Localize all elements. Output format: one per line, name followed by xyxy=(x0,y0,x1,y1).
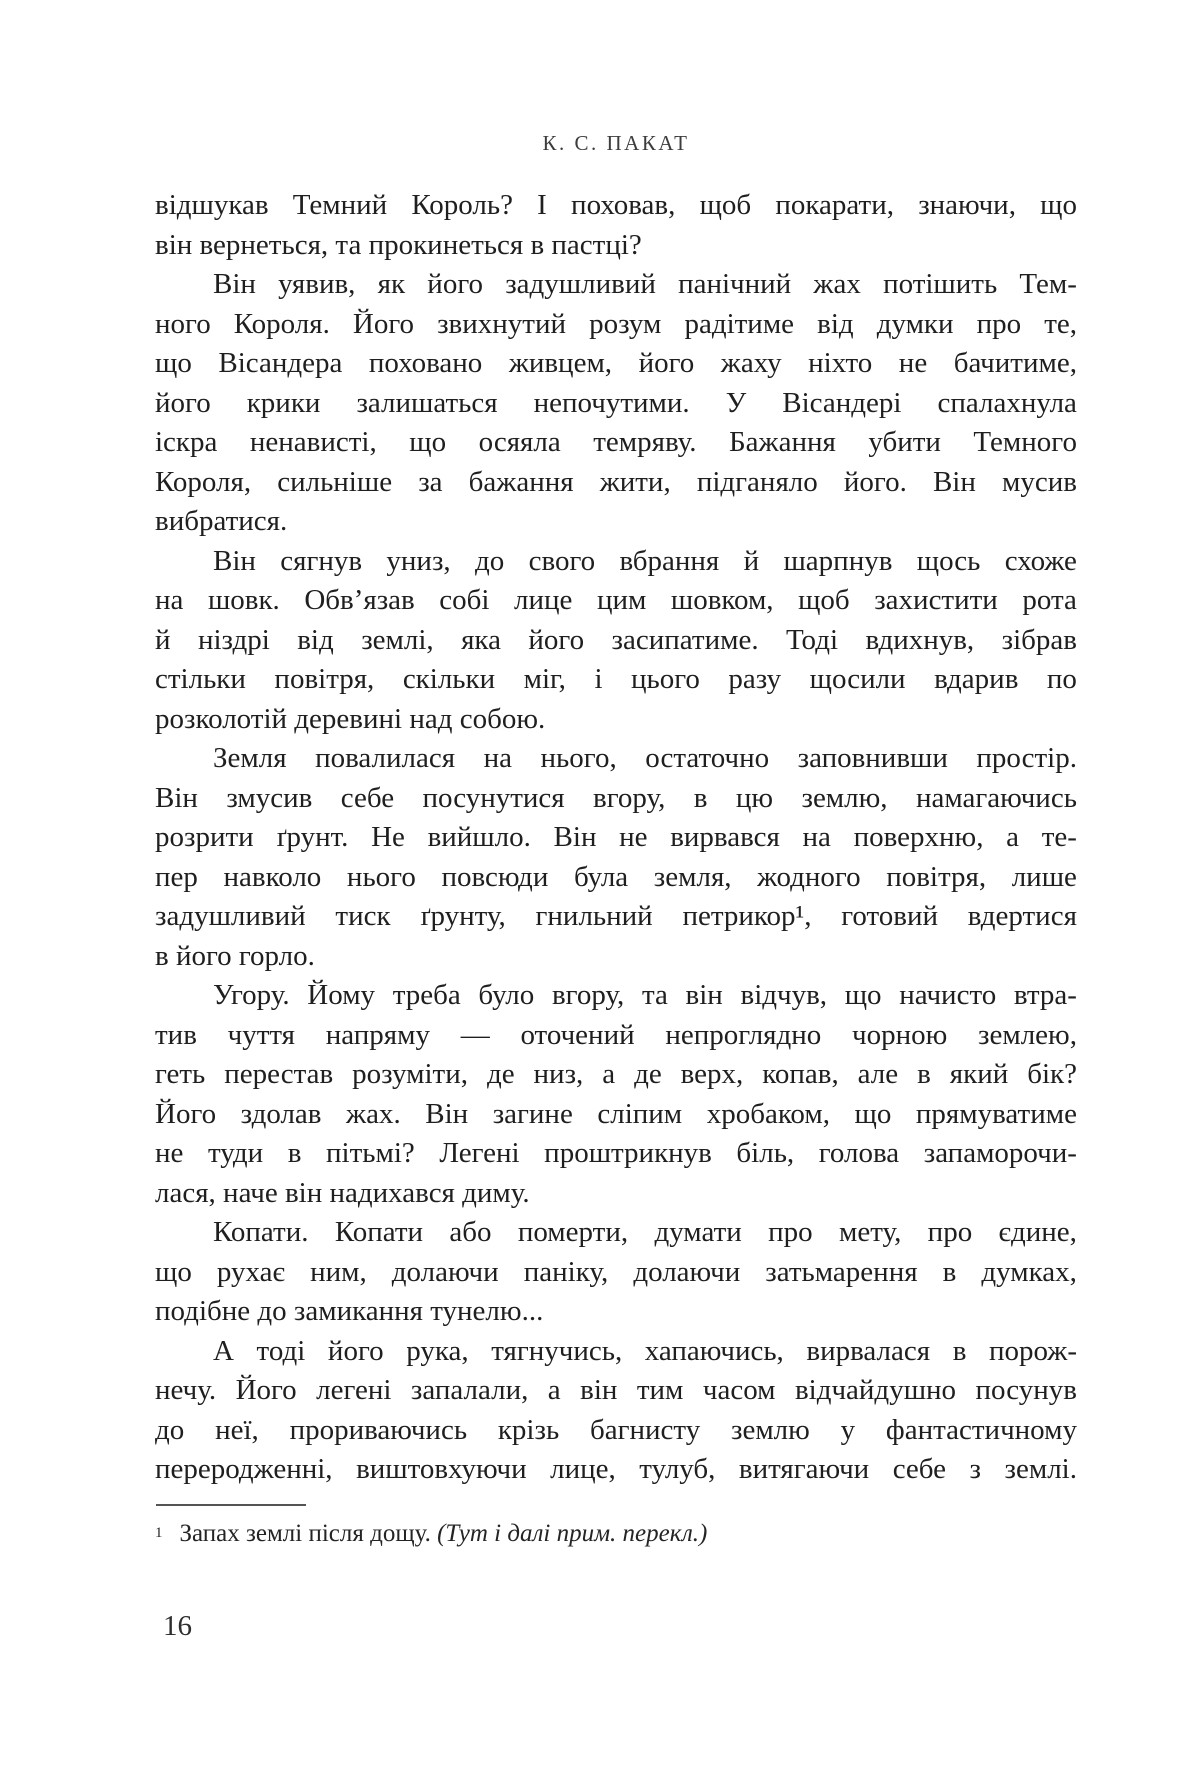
text-line: до неї, прориваючись крізь багнисту землю у фантастичному xyxy=(155,1413,1077,1446)
page-number: 16 xyxy=(163,1610,192,1642)
text-line: вибратися. xyxy=(155,505,288,537)
text-line: розрити ґрунт. Не вийшло. Він не вирвався на поверхню, а те- xyxy=(155,821,1077,853)
footnote-separator xyxy=(156,1504,306,1506)
footnote-marker: 1 xyxy=(155,1525,163,1541)
text-line: Угору. Йому треба було вгору, та він відчув, що начисто втра- xyxy=(213,979,1077,1011)
text-line: що Вісандера поховано живцем, його жаху ніхто не бачитиме, xyxy=(155,347,1077,379)
text-line: тив чуття напряму — оточений непроглядно чорною землею, xyxy=(155,1018,1077,1051)
text-line: переродженні, виштовхуючи лице, тулуб, витягаючи себе з землі. xyxy=(155,1453,1077,1485)
text-line: А тоді його рука, тягнучись, хапаючись, вирвалася в порож- xyxy=(213,1334,1077,1367)
text-line: відшукав Темний Король? І поховав, щоб покарати, знаючи, що xyxy=(155,189,1077,221)
text-line: геть перестав розуміти, де низ, а де верх, копав, але в який бік? xyxy=(155,1058,1077,1090)
text-line: він вернеться, та прокинеться в пастці? xyxy=(155,228,642,261)
text-line: Він змусив себе посунутися вгору, в цю землю, намагаючись xyxy=(155,781,1077,814)
text-line: нечу. Його легені запалали, а він тим часом відчайдушно посунув xyxy=(155,1374,1077,1406)
footnote-translator-note: (Тут і далі прим. перекл.) xyxy=(437,1520,708,1547)
text-line: ного Короля. Його звихнутий розум радітиме від думки про те, xyxy=(155,307,1077,340)
footnote-text: Запах землі після дощу. xyxy=(179,1520,438,1547)
text-line: Він уявив, як його задушливий панічний жах потішить Тем- xyxy=(213,268,1077,300)
text-line: пер навколо нього повсюди була земля, жодного повітря, лише xyxy=(155,860,1077,893)
text-line: Копати. Копати або померти, думати про мету, про єдине, xyxy=(213,1216,1077,1248)
text-line: подібне до замикання тунелю... xyxy=(155,1295,544,1327)
running-head-author: К. С. ПАКАТ xyxy=(542,131,690,155)
body-text xyxy=(155,186,1077,1490)
text-line: розколотій деревині над собою. xyxy=(155,702,546,735)
text-line: й ніздрі від землі, яка його засипатиме. Тоді вдихнув, зібрав xyxy=(155,623,1077,656)
text-line: лася, наче він надихався диму. xyxy=(155,1176,530,1209)
text-line: в його горло. xyxy=(155,939,315,972)
text-line: задушливий тиск ґрунту, гнильний петрикор¹, готовий вдертися xyxy=(155,900,1077,932)
text-line: Короля, сильніше за бажання жити, підганяло його. Він мусив xyxy=(155,465,1077,498)
text-line: іскра ненависті, що осяяла темряву. Бажання убити Темного xyxy=(155,426,1077,458)
text-line: не туди в пітьмі? Легені проштрикнув біль, голова запаморочи- xyxy=(155,1137,1077,1169)
footnote xyxy=(155,1516,1077,1552)
text-line: його крики залишаться непочутими. У Вісандері спалахнула xyxy=(155,386,1077,419)
text-line: Він сягнув униз, до свого вбрання й шарпнув щось схоже xyxy=(213,544,1077,577)
text-line: Земля повалилася на нього, остаточно заповнивши простір. xyxy=(213,742,1077,774)
text-line: стільки повітря, скільки міг, і цього разу щосили вдарив по xyxy=(155,663,1077,695)
text-line: Його здолав жах. Він загине сліпим хробаком, що прямуватиме xyxy=(155,1097,1077,1130)
text-line: що рухає ним, долаючи паніку, долаючи затьмарення в думках, xyxy=(155,1255,1077,1288)
text-line: на шовк. Обв’язав собі лице цим шовком, щоб захистити рота xyxy=(155,584,1077,616)
